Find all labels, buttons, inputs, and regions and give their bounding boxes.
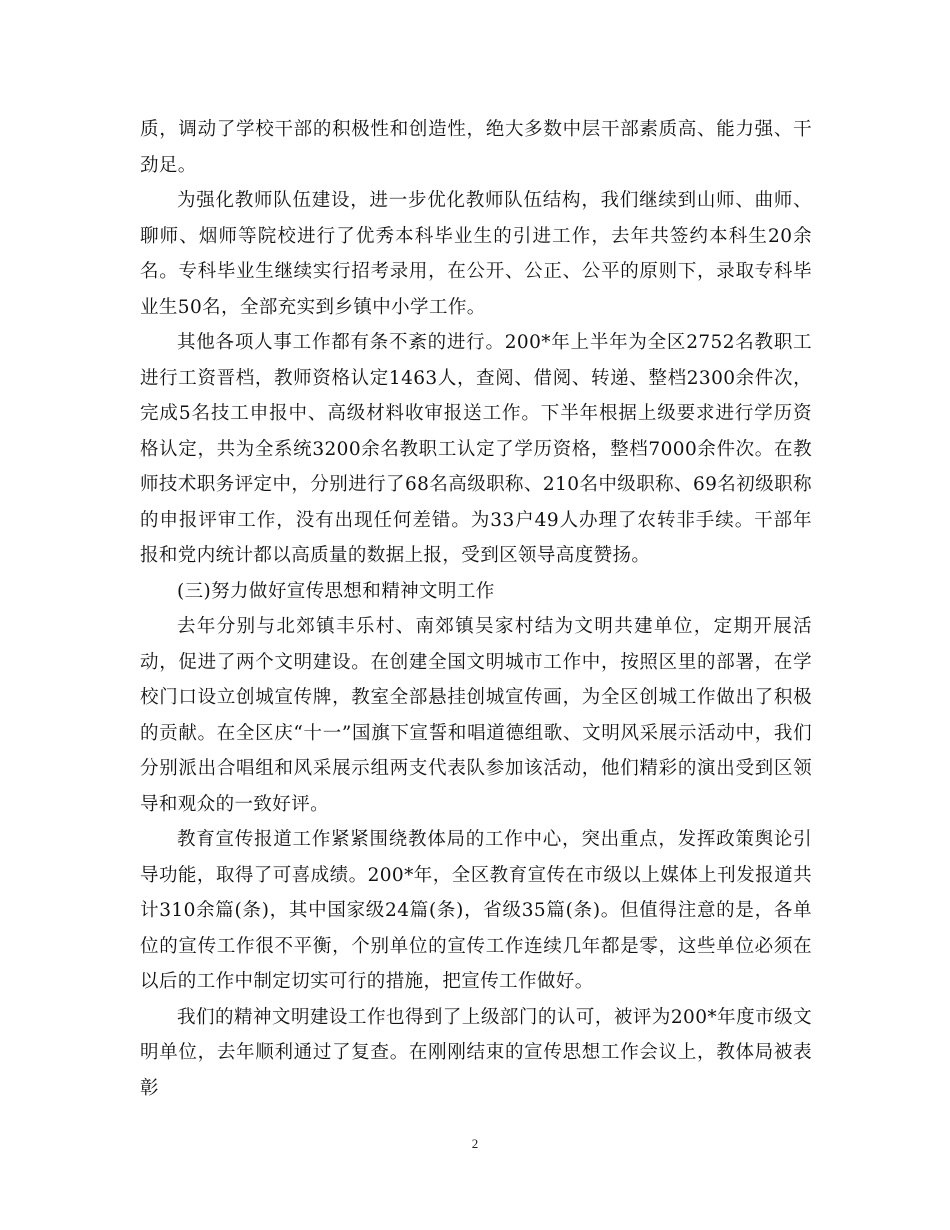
paragraph-4: 去年分别与北郊镇丰乐村、南郊镇吴家村结为文明共建单位，定期开展活动，促进了两个文明建设。在创建全国文明城市工作中，按照区里的部署，在学校门口设立创城宣传牌，教室全部悬挂创城宣传画，为全区创城工作做出了积极的贡献。在全区庆“十一”国旗下宣誓和唱道德组歌、文明风采展示活动中，我们分别派出合唱组和风采展示组两支代表队参加该活动，他们精彩的演出受到区领导和观众的一致好评。 — [140, 616, 812, 815]
section-heading: (三)努力做好宣传思想和精神文明工作 — [177, 580, 495, 602]
page-number: 2 — [471, 1136, 479, 1151]
paragraph-5: 教育宣传报道工作紧紧围绕教体局的工作中心，突出重点，发挥政策舆论引导功能，取得了可喜成绩。200*年，全区教育宣传在市级以上媒体上刊发报道共计310余篇(条)，其中国家级24篇(条)，省级35篇(条)。但值得注意的是，各单位的宣传工作很不平衡，个别单位的宣传工作连续几年都是零，这些单位必须在以后的工作中制定切实可行的措施，把宣传工作做好。 — [140, 829, 812, 992]
paragraph-3: 其他各项人事工作都有条不紊的进行。200*年上半年为全区2752名教职工进行工资晋档，教师资格认定1463人，查阅、借阅、转递、整档2300余件次，完成5名技工申报中、高级材料收审报送工作。下半年根据上级要求进行学历资格认定，共为全系统3200余名教职工认定了学历资格，整档7000余件次。在教师技术职务评定中，分别进行了68名高级职称、210名中级职称、69名初级职称的申报评审工作，没有出现任何差错。为33户49人办理了农转非手续。干部年报和党内统计都以高质量的数据上报，受到区领导高度赞扬。 — [140, 332, 812, 566]
document-body — [140, 112, 812, 1106]
paragraph-2: 为强化教师队伍建设，进一步优化教师队伍结构，我们继续到山师、曲师、聊师、烟师等院校进行了优秀本科毕业生的引进工作，去年共签约本科生20余名。专科毕业生继续实行招考录用，在公开、公正、公平的原则下，录取专科毕业生50名，全部充实到乡镇中小学工作。 — [140, 190, 812, 318]
paragraph-1: 质，调动了学校干部的积极性和创造性，绝大多数中层干部素质高、能力强、干劲足。 — [140, 119, 812, 176]
paragraph-6: 我们的精神文明建设工作也得到了上级部门的认可，被评为200*年度市级文明单位，去年顺利通过了复查。在刚刚结束的宣传思想工作会议上，教体局被表彰 — [140, 1006, 812, 1099]
